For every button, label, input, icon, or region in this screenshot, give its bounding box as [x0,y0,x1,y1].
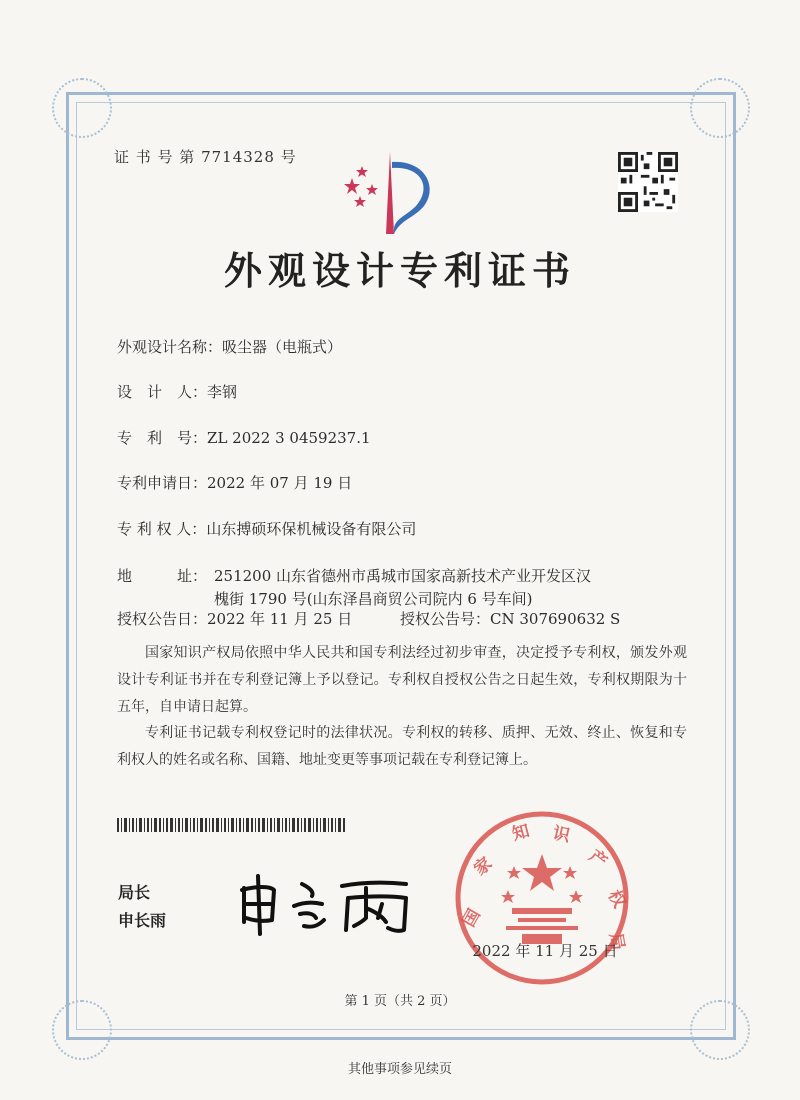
patent-number-value: ZL 2022 3 0459237.1 [207,429,371,447]
svg-text:家: 家 [470,853,497,880]
svg-text:权: 权 [603,886,630,912]
patent-number-label: 专 利 号： [117,429,208,447]
patentee-value: 山东搏硕环保机械设备有限公司 [206,520,417,538]
official-seal-icon [452,808,632,988]
address-label: 地 址： [117,567,208,585]
corner-ornament-top-left [52,78,112,138]
grant-number-label: 授权公告号： [400,610,491,628]
handwritten-signature-icon [230,868,430,938]
qr-code-icon [618,152,678,212]
filing-date-value: 2022 年 07 月 19 日 [207,474,353,492]
corner-ornament-bottom-left [52,1000,112,1060]
grant-date-label: 授权公告日： [117,610,208,628]
grant-date-row [117,608,352,629]
page-number: 第 1 页（共 2 页） [344,994,456,1009]
svg-text:知: 知 [510,821,532,845]
svg-text:国: 国 [459,905,485,931]
patent-number-row [117,427,371,448]
grant-date-value: 2022 年 11 月 25 日 [207,610,353,628]
corner-ornament-top-right [690,78,750,138]
statement-paragraph-1: 国家知识产权局依照中华人民共和国专利法经过初步审查，决定授予专利权，颁发外观设计专利证书并在专利登记簿上予以登记。专利权自授权公告之日起生效，专利权期限为十五年，自申请日起算。 [117,645,687,715]
designer-label: 设 计 人： [117,383,208,401]
svg-text:局: 局 [605,931,628,952]
address-value: 251200 山东省德州市禹城市国家高新技术产业开发区汉槐街 1790 号(山东泽昌商贸公司院内 6 号车间) [214,567,592,608]
design-name-row [117,336,342,357]
barcode-icon [117,818,347,832]
design-name-label: 外观设计名称： [117,338,223,356]
signatory-name: 申长雨 [118,911,167,930]
svg-text:识: 识 [550,823,572,847]
filing-date-label: 专利申请日： [117,474,208,492]
filing-date-row [117,472,352,493]
certificate-number: 证 书 号 第 7714328 号 [114,148,297,166]
design-name-value: 吸尘器（电瓶式） [222,338,343,356]
document-title: 外观设计专利证书 [223,248,576,293]
grant-number-row [400,608,620,629]
designer-value: 李钢 [207,383,238,401]
signatory-role: 局长 [118,883,151,902]
seal-date: 2022 年 11 月 25 日 [472,942,618,960]
designer-row [117,381,237,402]
grant-number-value: CN 307690632 S [490,610,621,628]
svg-text:产: 产 [584,846,611,873]
statement-paragraph-2: 专利证书记载专利权登记时的法律状况。专利权的转移、质押、无效、终止、恢复和专利权人的姓名或名称、国籍、地址变更等事项记载在专利登记簿上。 [117,725,687,768]
patentee-label: 专 利 权 人： [117,520,207,538]
corner-ornament-bottom-right [690,1000,750,1060]
footer-note: 其他事项参见续页 [347,1062,452,1077]
patentee-row [117,518,416,539]
patent-office-logo-icon [340,148,440,238]
